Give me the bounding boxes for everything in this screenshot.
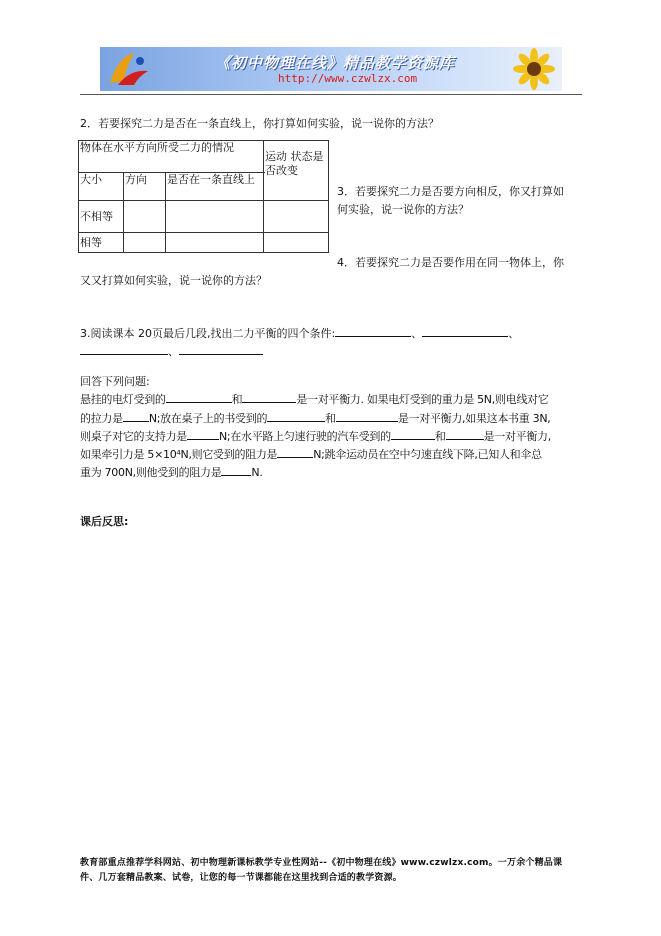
reading-task-line2 xyxy=(80,343,263,359)
answer-blank[interactable] xyxy=(123,410,149,422)
answer-line-5 xyxy=(80,464,263,480)
reading-task xyxy=(80,325,519,341)
separator: 、 xyxy=(508,327,520,340)
experiment-table xyxy=(78,140,329,253)
table-row-unequal: 不相等 xyxy=(79,201,124,233)
sunflower-icon xyxy=(504,47,562,91)
answer-heading: 回答下列问题: xyxy=(80,375,150,388)
text: 是一对平衡力. 如果电灯受到的重力是 5N,则电线对它 xyxy=(296,393,549,406)
condition-blank-1[interactable] xyxy=(335,325,411,337)
text: N;在水平路上匀速行驶的汽车受到的 xyxy=(219,430,391,443)
text: 则桌子对它的支持力是 xyxy=(80,430,187,443)
answer-blank[interactable] xyxy=(277,446,313,458)
footer-line-2: 件、几万套精品教案、试卷，让您的每一节课都能在这里找到合适的教学资源。 xyxy=(80,873,403,883)
banner-title: 《初中物理在线》精品教学资源库 xyxy=(215,54,456,72)
condition-blank-2[interactable] xyxy=(422,325,508,337)
text: 如果牵引力是 5×10⁴N,则它受到的阻力是 xyxy=(80,448,278,461)
header-divider xyxy=(80,94,582,95)
answer-line-4 xyxy=(80,446,542,462)
question-3-line2: 何实验，说一说你的方法？ xyxy=(337,203,469,216)
text: 的拉力是 xyxy=(80,412,123,425)
answer-line-2 xyxy=(80,410,550,426)
reflection-label: 课后反思: xyxy=(80,515,129,528)
text: 和 xyxy=(325,412,336,425)
answer-blank[interactable] xyxy=(242,391,296,403)
answer-blank[interactable] xyxy=(221,464,251,476)
answer-line-3 xyxy=(80,428,551,444)
separator: 、 xyxy=(411,327,423,340)
question-2: 2．若要探究二力是否在一条直线上，你打算如何实验，说一说你的方法？ xyxy=(80,117,439,130)
table-col-size: 大小 xyxy=(79,173,124,201)
text: 和 xyxy=(434,430,446,443)
banner-url[interactable]: http://www.czwlzx.com xyxy=(278,72,418,85)
condition-blank-4[interactable] xyxy=(179,343,263,355)
question-3-line1: 3．若要探究二力是否要方向相反，你又打算如 xyxy=(337,185,564,198)
answer-blank[interactable] xyxy=(166,391,232,403)
question-4-line2: 又又打算如何实验，说一说你的方法？ xyxy=(80,274,267,287)
footer-line-1: 教育部重点推荐学科网站、初中物理新课标教学专业性网站--《初中物理在线》www.czwlzx.com。一万余个精品课 xyxy=(80,858,563,868)
footer xyxy=(80,856,580,886)
table-header-situation: 物体在水平方向所受二力的情况 xyxy=(79,141,264,173)
table-col-line: 是否在一条直线上 xyxy=(166,173,264,201)
site-logo-icon xyxy=(104,49,156,89)
text: 是一对平衡力, xyxy=(483,430,551,443)
table-header-motion: 运动 状态是否改变 xyxy=(264,141,329,201)
header-banner xyxy=(100,47,562,91)
table-row-equal: 相等 xyxy=(79,233,124,253)
separator: 、 xyxy=(168,345,179,358)
answer-blank[interactable] xyxy=(336,410,398,422)
text: 是一对平衡力,如果这本书重 3N, xyxy=(397,412,551,425)
question-4-line1: 4．若要探究二力是否要作用在同一物体上，你 xyxy=(337,256,564,269)
answer-blank[interactable] xyxy=(391,428,435,440)
text: N;跳伞运动员在空中匀速直线下降,已知人和伞总 xyxy=(313,448,542,461)
answer-blank[interactable] xyxy=(446,428,484,440)
text: 悬挂的电灯受到的 xyxy=(80,393,166,406)
text: 和 xyxy=(231,393,243,406)
table-col-direction: 方向 xyxy=(124,173,166,201)
reading-task-text: 3.阅读课本 20页最后几段,找出二力平衡的四个条件: xyxy=(80,327,336,340)
text: N. xyxy=(251,466,263,479)
text: N;放在桌子上的书受到的 xyxy=(148,412,268,425)
text: 重为 700N,则他受到的阻力是 xyxy=(80,466,222,479)
condition-blank-3[interactable] xyxy=(80,343,168,355)
answer-line-1 xyxy=(80,391,548,407)
answer-blank[interactable] xyxy=(187,428,219,440)
answer-blank[interactable] xyxy=(267,410,325,422)
